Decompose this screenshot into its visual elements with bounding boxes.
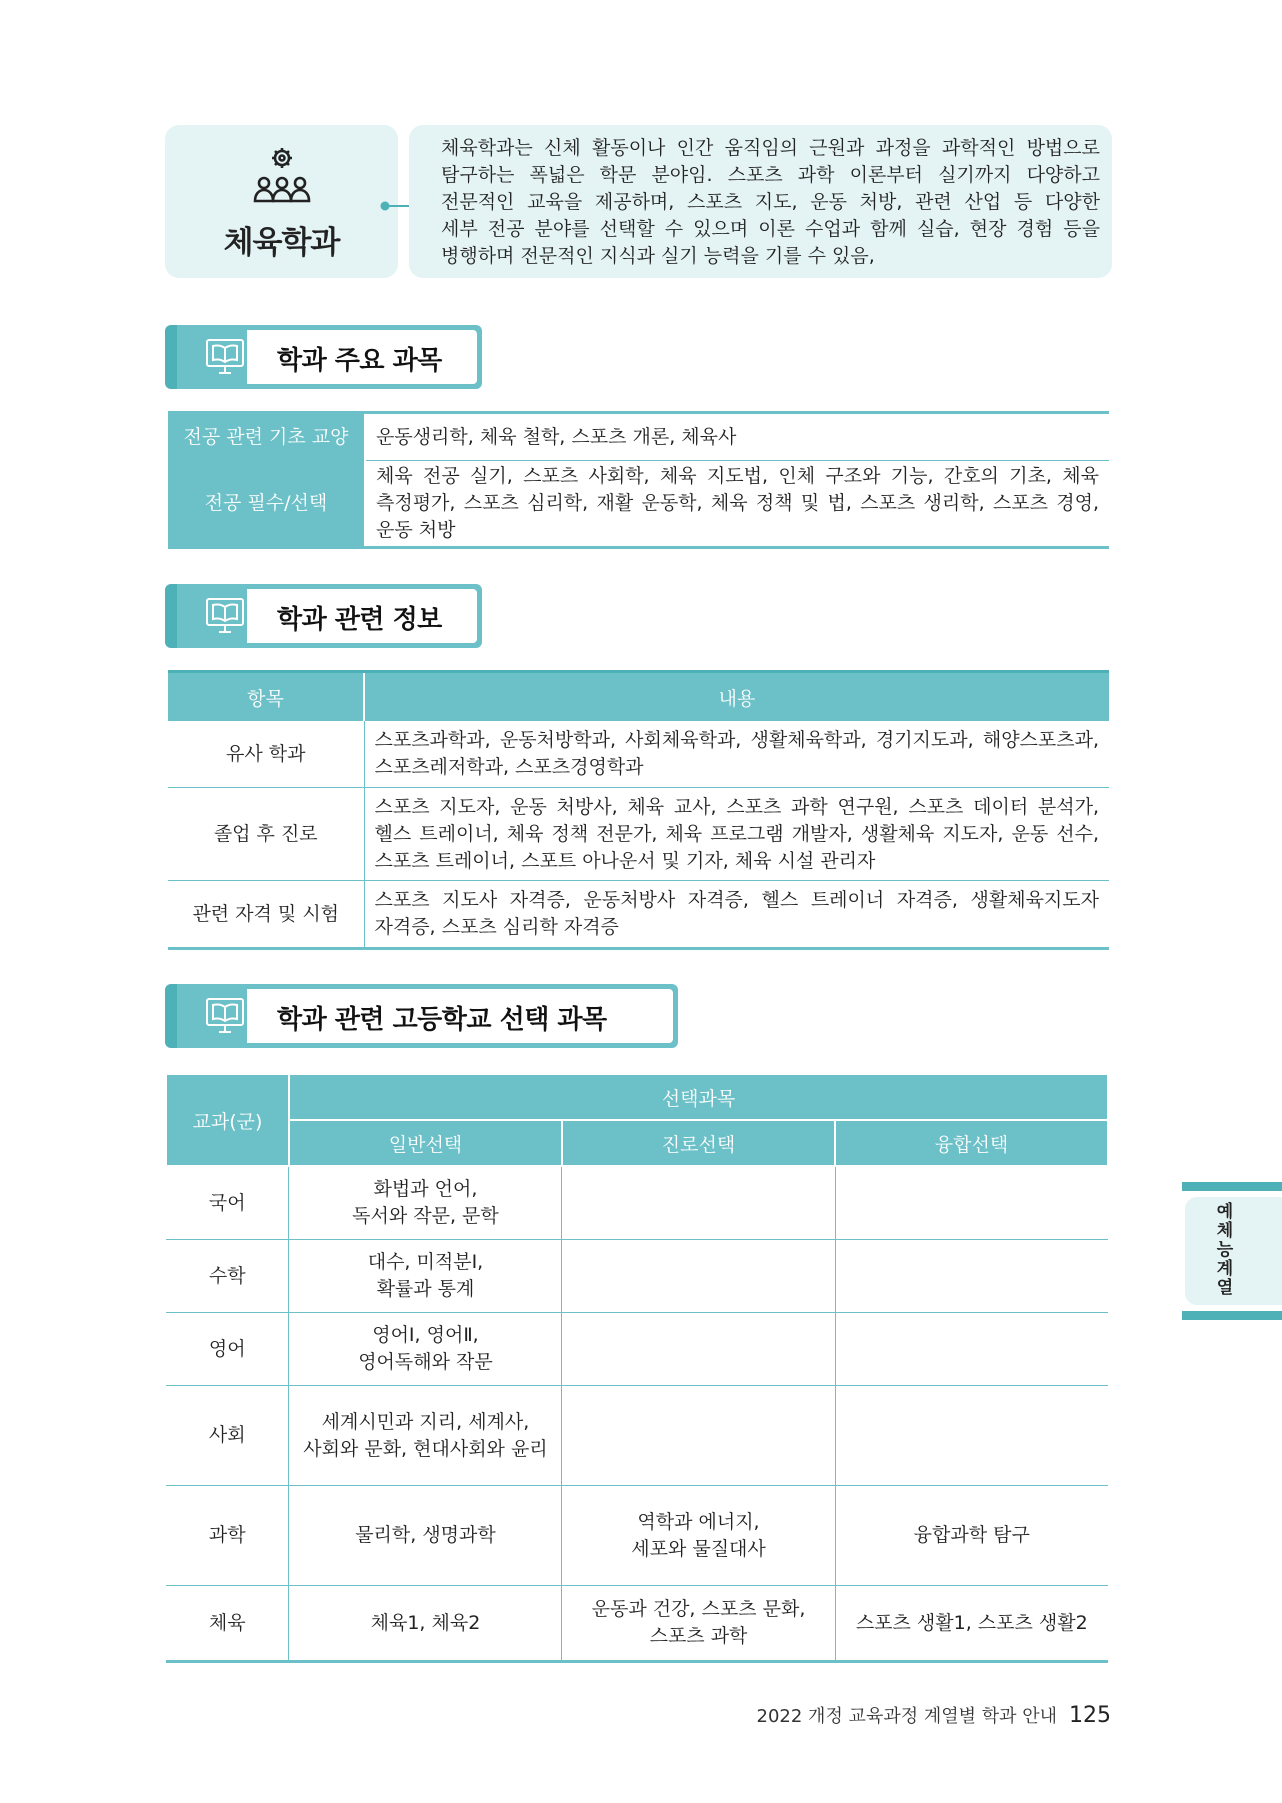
cell-line: 물리학, 생명과학: [355, 1524, 496, 1546]
table-row: [168, 788, 1109, 881]
section-inner: [247, 589, 477, 643]
career-cell: [562, 1240, 835, 1313]
content-line: 운동 처방: [376, 519, 456, 541]
side-tab-bottom-bar: [1182, 1311, 1282, 1320]
row-content: [364, 881, 1109, 949]
header-select: 선택과목: [289, 1074, 1108, 1120]
row-content: [364, 788, 1109, 881]
content-line: 스포츠레저학과, 스포츠경영학과: [374, 756, 644, 778]
header-career: 진로선택: [562, 1120, 835, 1166]
description-line: 병행하며 전문적인 지식과 실기 능력을 기를 수 있음,: [441, 245, 875, 267]
cell-line: 사회와 문화, 현대사회와 윤리: [303, 1437, 548, 1460]
dept-name: 체육학과: [223, 225, 340, 261]
table-row: [168, 413, 1109, 461]
cell-line: 세포와 물질대사: [631, 1537, 766, 1560]
cell-line: 영어독해와 작문: [358, 1351, 493, 1373]
fusion-cell: [835, 1166, 1108, 1240]
dept-box: [165, 125, 398, 278]
content-line: 헬스 트레이너, 체육 정책 전문가, 체육 프로그램 개발자, 생활체육 지도자, 운동 선수,: [374, 822, 1099, 845]
header-item: 항목: [168, 672, 364, 722]
section-frame: [177, 584, 482, 648]
side-tab-char: 체: [1216, 1221, 1234, 1241]
header-row: [166, 1074, 1108, 1120]
fusion-cell: [835, 1240, 1108, 1313]
header-general: 일반선택: [289, 1120, 562, 1166]
table-row: [166, 1386, 1108, 1486]
fusion-cell: [835, 1486, 1108, 1586]
table-row: [168, 721, 1109, 788]
content-line: 스포츠 트레이너, 스포트 아나운서 및 기자, 체육 시설 관리자: [374, 849, 876, 872]
general-cell: [289, 1166, 562, 1240]
description-box: [409, 125, 1112, 278]
footer: [757, 1702, 1111, 1728]
cell-line: 체육1, 체육2: [370, 1611, 481, 1634]
fusion-cell: [835, 1386, 1108, 1486]
cell-line: 융합과학 탐구: [913, 1524, 1030, 1546]
table-row: [166, 1586, 1108, 1662]
content-line: 자격증, 스포츠 심리학 자격증: [374, 916, 619, 938]
side-tab-char: 열: [1216, 1278, 1234, 1298]
table-row: [166, 1166, 1108, 1240]
header-subject-group: 교과(군): [166, 1074, 289, 1166]
row-content: [364, 721, 1109, 788]
table-row: [166, 1240, 1108, 1313]
row-item: 유사 학과: [168, 721, 364, 788]
section-title-related-info: [165, 584, 482, 648]
cell-line: 독서와 작문, 문학: [352, 1205, 499, 1227]
section-title-main-subjects: [165, 325, 482, 389]
cell-line: 화법과 언어,: [373, 1178, 478, 1200]
general-cell: [289, 1486, 562, 1586]
career-cell: [562, 1166, 835, 1240]
career-cell: [562, 1313, 835, 1386]
career-cell: [562, 1386, 835, 1486]
cell-line: 스포츠 생활1, 스포츠 생활2: [855, 1611, 1088, 1634]
subject-cell: 수학: [166, 1240, 289, 1313]
cell-line: 확률과 통계: [376, 1278, 475, 1300]
cell-line: 운동과 건강, 스포츠 문화,: [591, 1598, 806, 1620]
section-title: 학과 관련 정보: [277, 605, 442, 635]
table-row: [166, 1486, 1108, 1586]
description-line: 세부 전공 분야를 선택할 수 있으며 이론 수업과 함께 실습, 현장 경험 등을: [441, 218, 1100, 240]
subject-cell: 과학: [166, 1486, 289, 1586]
description-text: [441, 135, 1100, 270]
general-cell: [289, 1586, 562, 1662]
section-frame: [177, 325, 482, 389]
row-content: [365, 413, 1109, 461]
subject-cell: 국어: [166, 1166, 289, 1240]
table-row: [166, 1313, 1108, 1386]
side-tab-char: 예: [1216, 1202, 1234, 1222]
header-fusion: 융합선택: [835, 1120, 1108, 1166]
page-number: 125: [1069, 1703, 1111, 1728]
cell-line: 역학과 에너지,: [637, 1510, 760, 1533]
content-line: 운동생리학, 체육 철학, 스포츠 개론, 체육사: [376, 425, 737, 448]
hs-subjects-table: [165, 1073, 1109, 1663]
content-line: 스포츠 지도사 자격증, 운동처방사 자격증, 헬스 트레이너 자격증, 생활체육지도자: [374, 889, 1099, 911]
table-row: [168, 461, 1109, 548]
content-line: 측정평가, 스포츠 심리학, 재활 운동학, 체육 정책 및 법, 스포츠 생리학, 스포츠 경영,: [376, 492, 1099, 514]
fusion-cell: [835, 1313, 1108, 1386]
monitor-book-icon: [203, 594, 247, 638]
content-line: 스포츠과학과, 운동처방학과, 사회체육학과, 생활체육학과, 경기지도과, 해양스포츠과,: [374, 729, 1099, 751]
side-tab: [1185, 1197, 1282, 1305]
description-line: 체육학과는 신체 활동이나 인간 움직임의 근원과 과정을 과학적인 방법으로: [441, 137, 1100, 159]
header-row: [168, 672, 1109, 722]
general-cell: [289, 1313, 562, 1386]
section-inner: [247, 330, 477, 384]
career-cell: [562, 1486, 835, 1586]
header-row: [166, 1120, 1108, 1166]
cell-line: 영어Ⅰ, 영어Ⅱ,: [372, 1324, 479, 1346]
career-cell: [562, 1586, 835, 1662]
related-info-table: [168, 670, 1109, 950]
cell-line: 스포츠 과학: [649, 1625, 748, 1647]
subject-cell: 체육: [166, 1586, 289, 1662]
description-line: 탐구하는 폭넓은 학문 분야임. 스포츠 과학 이론부터 실기까지 다양하고: [441, 164, 1100, 186]
section-inner: [247, 989, 673, 1043]
monitor-book-icon: [203, 994, 247, 1038]
subject-cell: 사회: [166, 1386, 289, 1486]
cell-line: 대수, 미적분Ⅰ,: [367, 1251, 484, 1273]
side-tab-char: 능: [1216, 1240, 1234, 1260]
side-tab-top-bar: [1182, 1182, 1282, 1191]
content-line: 스포츠 지도자, 운동 처방사, 체육 교사, 스포츠 과학 연구원, 스포츠 데이터 분석가,: [374, 795, 1099, 818]
fusion-cell: [835, 1586, 1108, 1662]
section-title: 학과 주요 과목: [277, 346, 442, 376]
subject-cell: 영어: [166, 1313, 289, 1386]
people-gear-icon: [250, 145, 314, 209]
main-subjects-table: [168, 411, 1109, 549]
row-label: 전공 필수/선택: [168, 461, 365, 548]
header-content: 내용: [364, 672, 1109, 722]
row-content: [365, 461, 1109, 548]
general-cell: [289, 1240, 562, 1313]
row-label: 전공 관련 기초 교양: [168, 413, 365, 461]
description-line: 전문적인 교육을 제공하며, 스포츠 지도, 운동 처방, 관련 산업 등 다양한: [441, 191, 1100, 213]
side-tab-label: [1213, 1203, 1237, 1298]
footer-text: 2022 개정 교육과정 계열별 학과 안내: [756, 1706, 1057, 1727]
section-title: 학과 관련 고등학교 선택 과목: [277, 1005, 607, 1035]
content-line: 체육 전공 실기, 스포츠 사회학, 체육 지도법, 인체 구조와 기능, 간호의 기초, 체육: [376, 465, 1099, 487]
monitor-book-icon: [203, 335, 247, 379]
row-item: 관련 자격 및 시험: [168, 881, 364, 949]
table-row: [168, 881, 1109, 949]
section-frame: [177, 984, 678, 1048]
section-title-hs-subjects: [165, 984, 678, 1048]
cell-line: 세계시민과 지리, 세계사,: [321, 1410, 530, 1433]
row-item: 졸업 후 진로: [168, 788, 364, 881]
side-tab-char: 계: [1216, 1259, 1234, 1279]
general-cell: [289, 1386, 562, 1486]
